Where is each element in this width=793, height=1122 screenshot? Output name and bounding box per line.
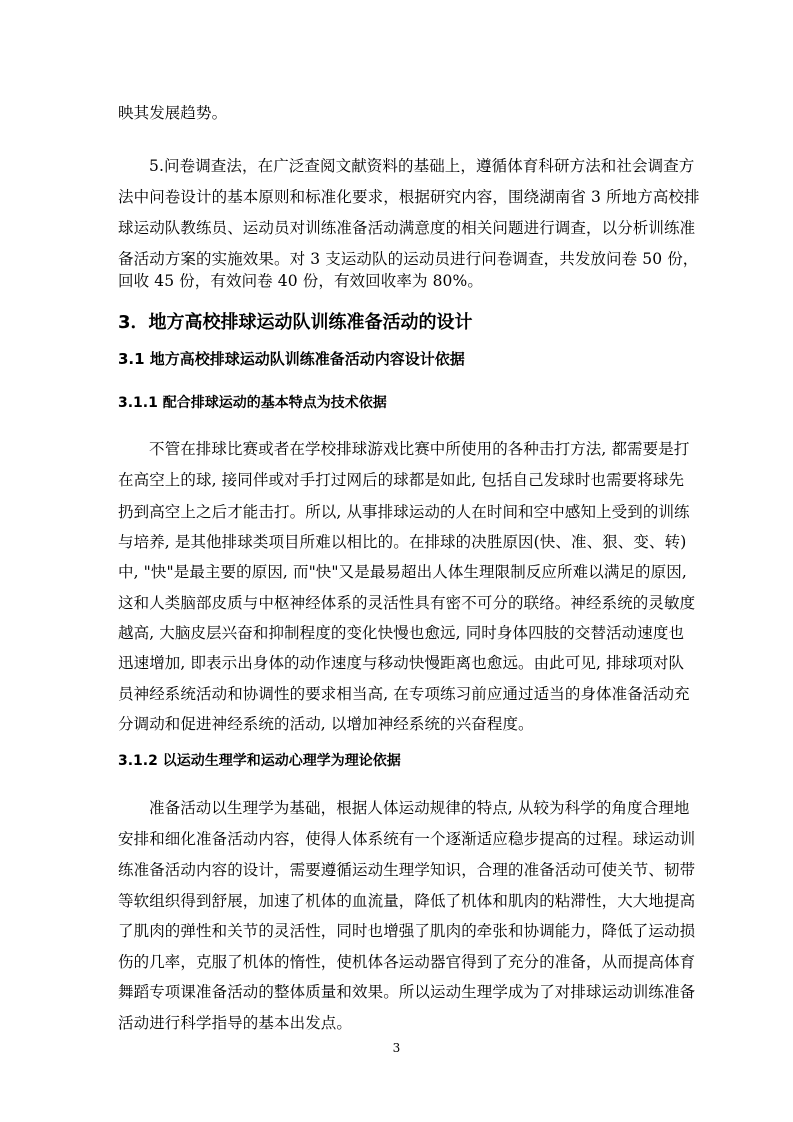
paragraph-line: 扔到高空上之后才能击打。所以, 从事排球运动的人在时间和空中感知上受到的训练 [118,503,690,521]
paragraph-line: 等软组织得到舒展，加速了机体的血流量，降低了机体和肌肉的粘滞性，大大地提高 [118,892,696,910]
paragraph-line: 练准备活动内容的设计，需要遵循运动生理学知识，合理的准备活动可使关节、韧带 [118,861,696,879]
subsubsection-heading: 3.1.1 配合排球运动的基本特点为技术依据 [118,395,387,411]
paragraph-line: 不管在排球比赛或者在学校排球游戏比赛中所使用的各种击打方法, 都需要是打 [149,440,690,458]
paragraph-line: 舞蹈专项课准备活动的整体质量和效果。所以运动生理学成为了对排球运动训练准备 [118,983,696,1001]
paragraph-line: 了肌肉的弹性和关节的灵活性，同时也增强了肌肉的牵张和协调能力，降低了运动损 [118,922,696,940]
paragraph-line: 在高空上的球, 接同伴或对手打过网后的球都是如此, 包括自己发球时也需要将球先 [118,471,685,489]
paragraph-line: 备活动方案的实施效果。对 3 支运动队的运动员进行问卷调查，共发放问卷 50 份， [118,250,699,268]
paragraph-line: 伤的几率，克服了机体的惰性，使机体各运动器官得到了充分的准备，从而提高体育 [118,953,696,971]
paragraph-line: 回收 45 份，有效问卷 40 份，有效回收率为 80%。 [118,272,483,290]
paragraph-line: 映其发展趋势。 [118,104,228,122]
subsection-heading: 3.1 地方高校排球运动队训练准备活动内容设计依据 [118,350,465,368]
paragraph-line: 5.问卷调查法，在广泛查阅文献资料的基础上，遵循体育科研方法和社会调查方 [149,157,695,175]
paragraph-line: 迅速增加, 即表示出身体的动作速度与移动快慢距离也愈远。由此可见, 排球项对队 [118,654,685,672]
paragraph-line: 越高, 大脑皮层兴奋和抑制程度的变化快慢也愈远, 同时身体四肢的交替活动速度也 [118,624,685,642]
paragraph-line: 安排和细化准备活动内容，使得人体系统有一个逐渐适应稳步提高的过程。球运动训 [118,830,696,848]
subsubsection-heading: 3.1.2 以运动生理学和运动心理学为理论依据 [118,753,401,769]
paragraph-line: 这和人类脑部皮质与中枢神经体系的灵活性具有密不可分的联络。神经系统的灵敏度 [118,594,696,612]
paragraph-line: 与培养, 是其他排球类项目所难以相比的。在排球的决胜原因(快、准、狠、变、转) [118,533,687,551]
section-heading: 3．地方高校排球运动队训练准备活动的设计 [118,312,473,333]
page-number: 3 [392,1041,401,1055]
paragraph-line: 中, "快"是最主要的原因, 而"快"又是最易超出人体生理限制反应所难以满足的原因, [118,563,687,581]
paragraph-line: 分调动和促进神经系统的活动, 以增加神经系统的兴奋程度。 [118,715,534,733]
paragraph-line: 法中问卷设计的基本原则和标准化要求，根据研究内容，围绕湖南省 3 所地方高校排 [118,188,700,206]
paragraph-line: 准备活动以生理学为基础，根据人体运动规律的特点, 从较为科学的角度合理地 [149,799,690,817]
paragraph-line: 活动进行科学指导的基本出发点。 [118,1014,353,1032]
paragraph-line: 球运动队教练员、运动员对训练准备活动满意度的相关问题进行调查，以分析训练准 [118,219,696,237]
paragraph-line: 员神经系统活动和协调性的要求相当高, 在专项练习前应通过适当的身体准备活动充 [118,685,690,703]
